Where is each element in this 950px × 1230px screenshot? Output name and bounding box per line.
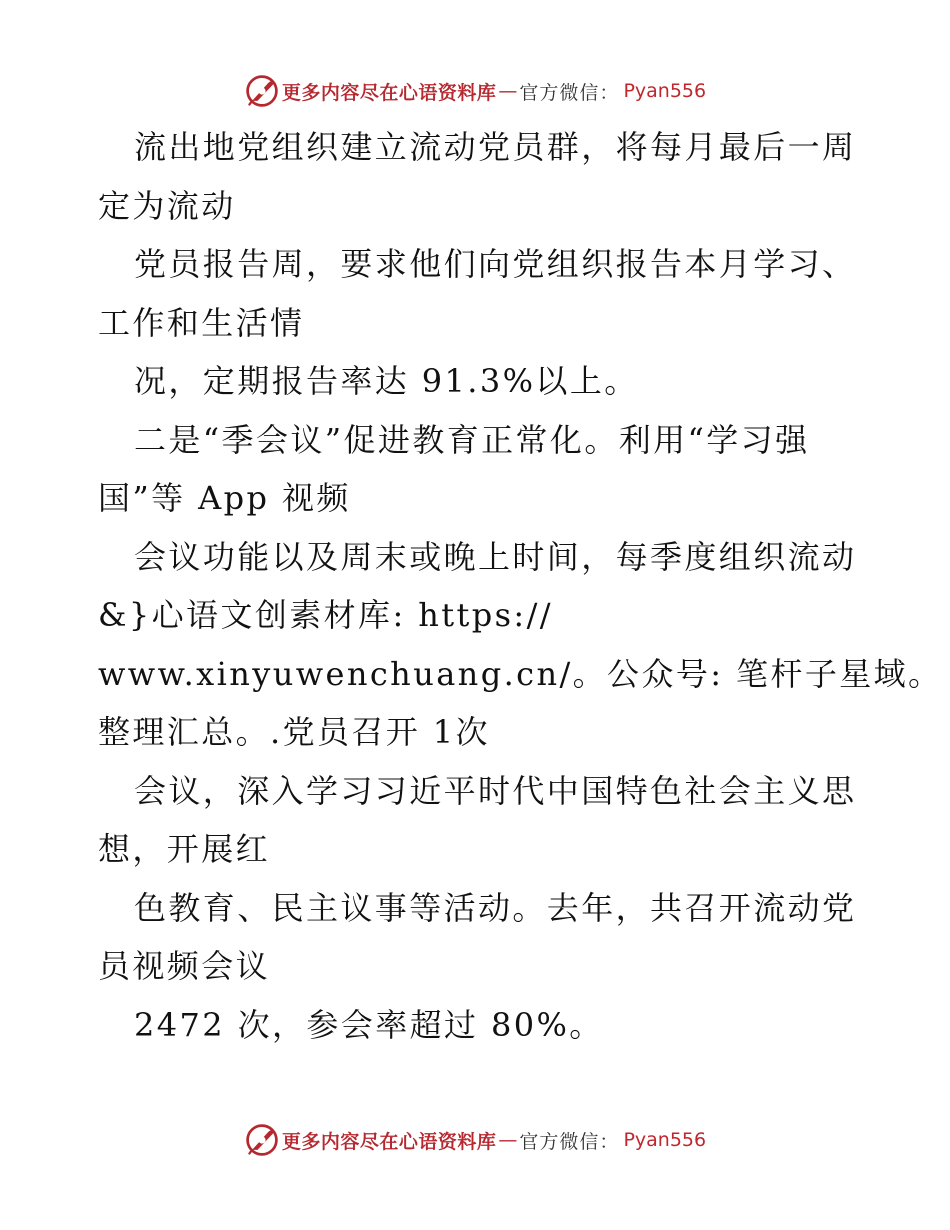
text-line: 员视频会议 bbox=[98, 947, 271, 985]
text-line: 况，定期报告率达 91.3%以上。 bbox=[134, 362, 639, 400]
watermark-header bbox=[0, 71, 950, 111]
quill-logo-icon bbox=[244, 73, 280, 109]
text-line: 2472 次，参会率超过 80%。 bbox=[134, 1005, 604, 1044]
text-line: &}心语文创素材库: https:// bbox=[98, 596, 553, 634]
text-line: 定为流动 bbox=[98, 186, 236, 225]
text-line: 国”等 App 视频 bbox=[98, 479, 351, 517]
text-line: 会议，深入学习习近平时代中国特色社会主义思 bbox=[134, 771, 857, 810]
watermark-dash: — bbox=[498, 1129, 518, 1151]
watermark-footer bbox=[0, 1120, 950, 1160]
text-line: 整理汇总。.党员召开 1次 bbox=[98, 713, 490, 751]
watermark-official-label: 官方微信： bbox=[519, 1130, 620, 1153]
watermark-main-text: 更多内容尽在心语资料库 bbox=[281, 1130, 497, 1153]
watermark-handle: Pyan556 bbox=[623, 80, 707, 102]
watermark-handle: Pyan556 bbox=[623, 1129, 707, 1151]
text-line: 流出地党组织建立流动党员群，将每月最后一周 bbox=[134, 128, 857, 166]
watermark-dash: — bbox=[498, 80, 518, 102]
watermark-official-label: 官方微信： bbox=[519, 81, 620, 104]
document-body bbox=[98, 118, 943, 1054]
quill-logo-icon bbox=[244, 1122, 280, 1158]
watermark-main-text: 更多内容尽在心语资料库 bbox=[281, 81, 497, 104]
text-line: 色教育、民主议事等活动。去年，共召开流动党 bbox=[134, 888, 857, 927]
text-line: 会议功能以及周末或晚上时间，每季度组织流动 bbox=[134, 537, 857, 576]
text-line: 党员报告周，要求他们向党组织报告本月学习、 bbox=[134, 245, 857, 283]
text-line: 想，开展红 bbox=[98, 830, 271, 868]
text-line: www.xinyuwenchuang.cn/。公众号: 笔杆子星域。 bbox=[98, 654, 943, 693]
text-line: 工作和生活情 bbox=[98, 303, 305, 342]
text-line: 二是“季会议”促进教育正常化。利用“学习强 bbox=[134, 420, 810, 459]
